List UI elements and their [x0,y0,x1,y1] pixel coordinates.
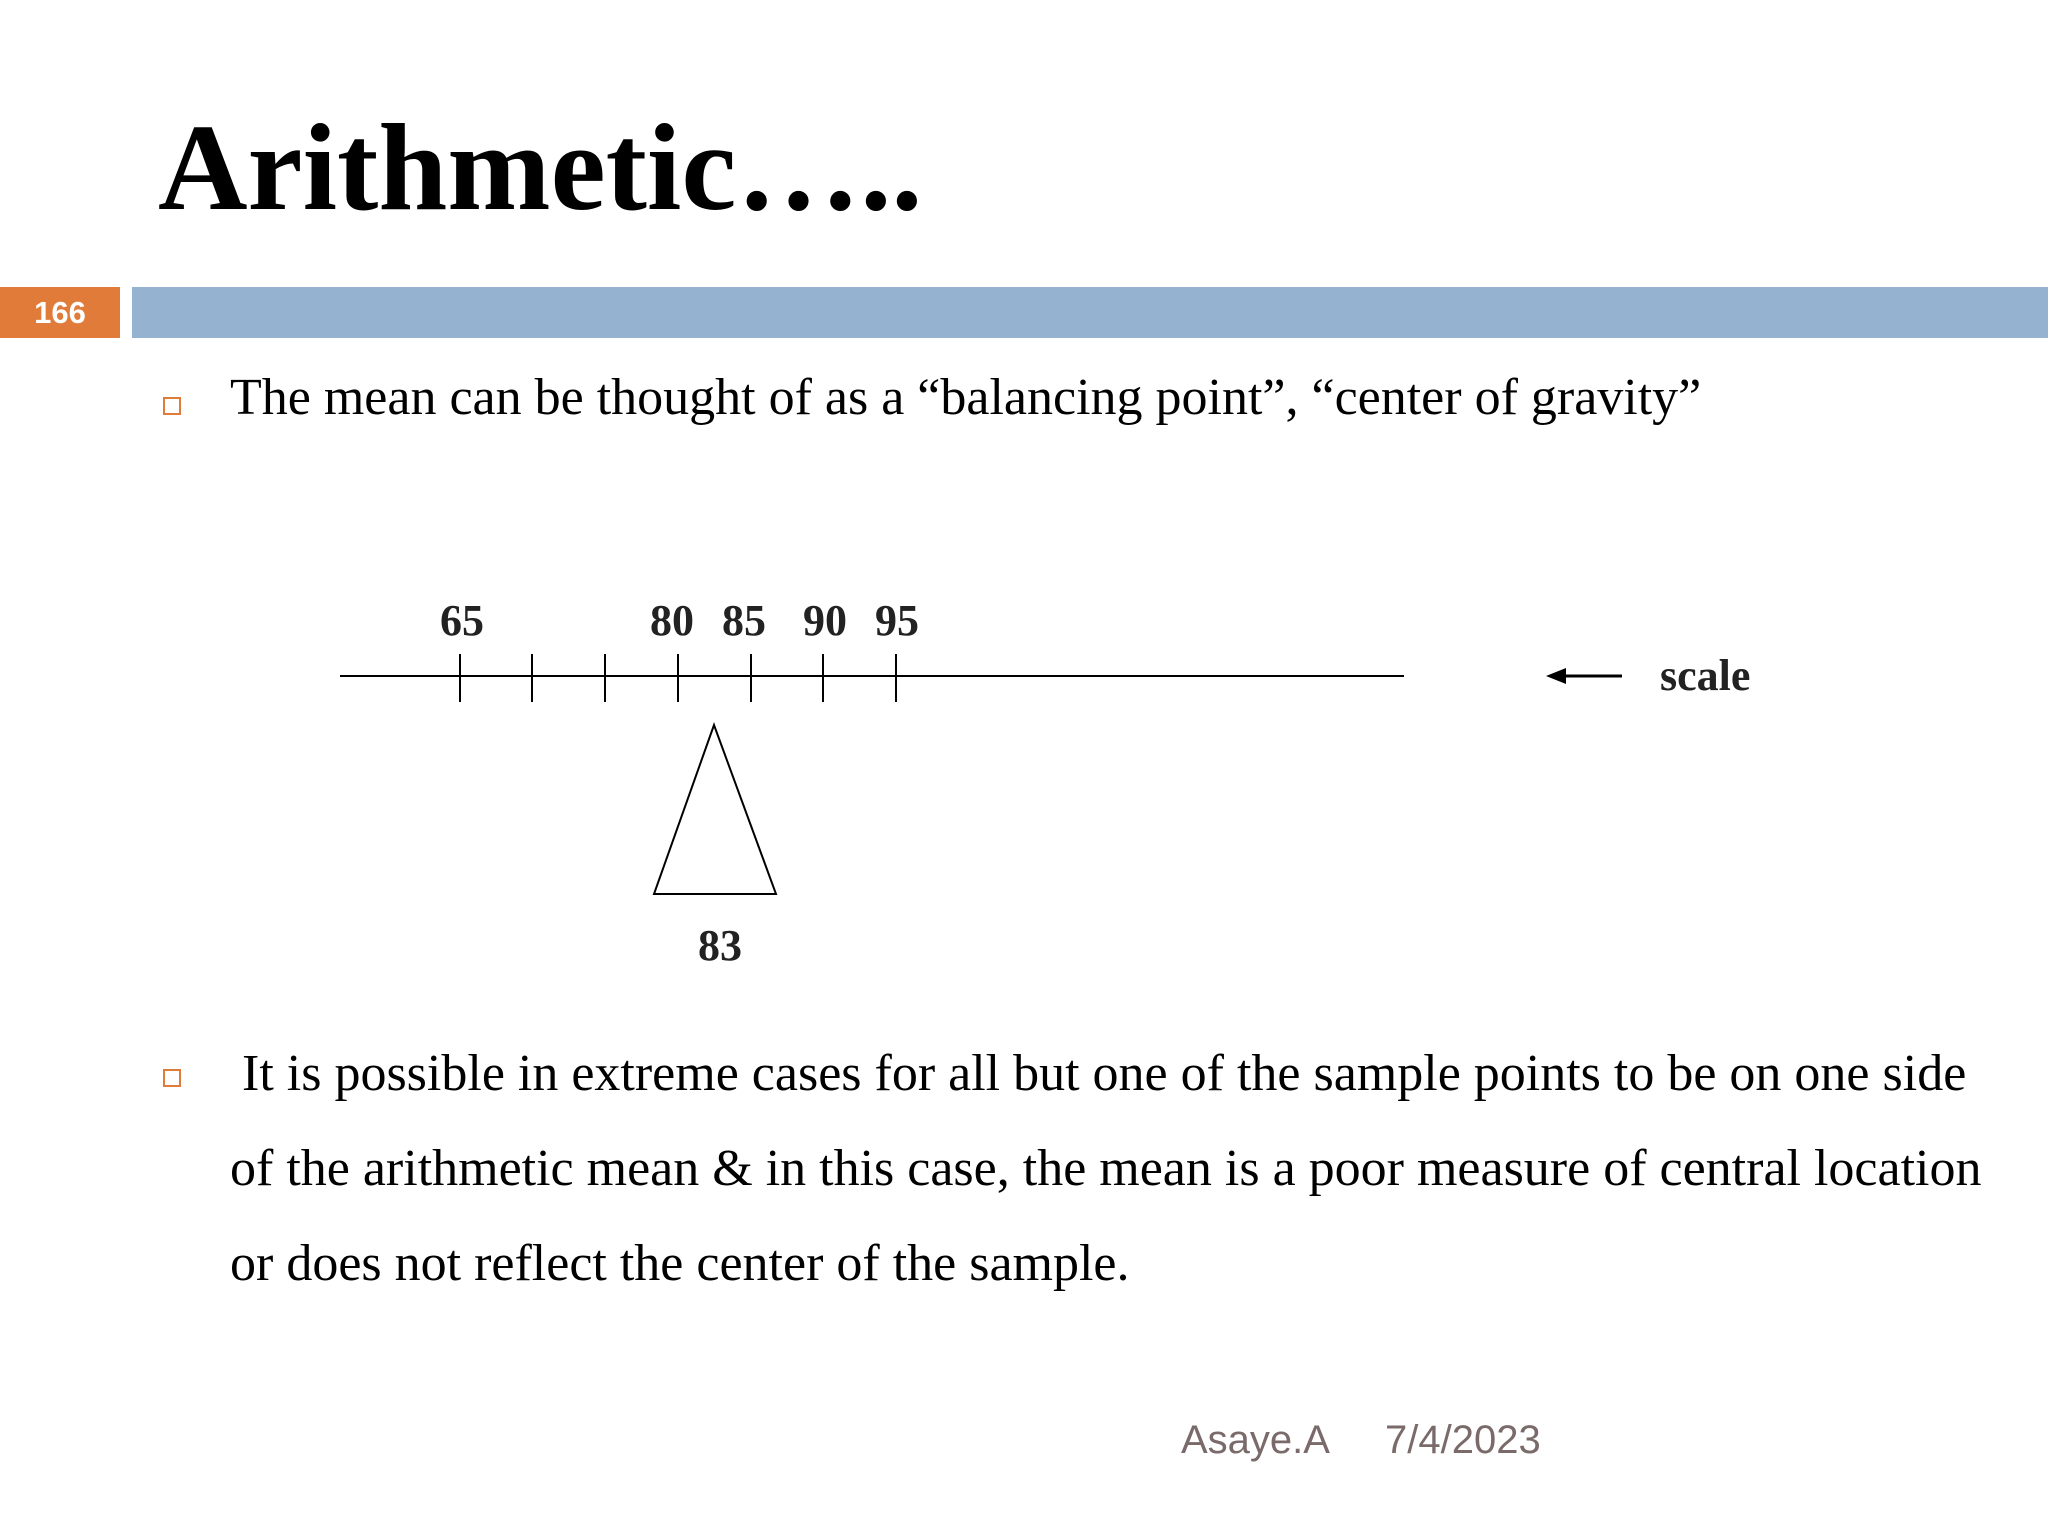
bullet-text-balancing-point: The mean can be thought of as a “balancing point”, “center of gravity” [230,369,1702,426]
tick-label-65: 65 [440,596,484,645]
fulcrum-label: 83 [698,921,742,970]
tick-label-80: 80 [650,596,694,645]
scale-label: scale [1660,651,1751,700]
fulcrum-triangle [654,725,776,894]
tick-label-90: 90 [803,596,847,645]
footer-author: Asaye.A [1181,1418,1330,1462]
bullet-text-extreme-cases: It is possible in extreme cases for all but one of the sample points to be on one side of the arithmetic mean & in this case, the mean is a poor measure of central location or does not reflect the center of the sample. [230,1045,1982,1292]
hollow-square-bullet-icon [163,1069,181,1087]
tick-label-85: 85 [722,596,766,645]
slide-title: Arithmetic….. [158,99,923,236]
tick-label-95: 95 [875,596,919,645]
slide-number-badge: 166 [0,287,120,338]
scale-ticks [460,654,896,702]
footer-date: 7/4/2023 [1385,1418,1541,1462]
left-arrow-icon [1546,668,1622,684]
